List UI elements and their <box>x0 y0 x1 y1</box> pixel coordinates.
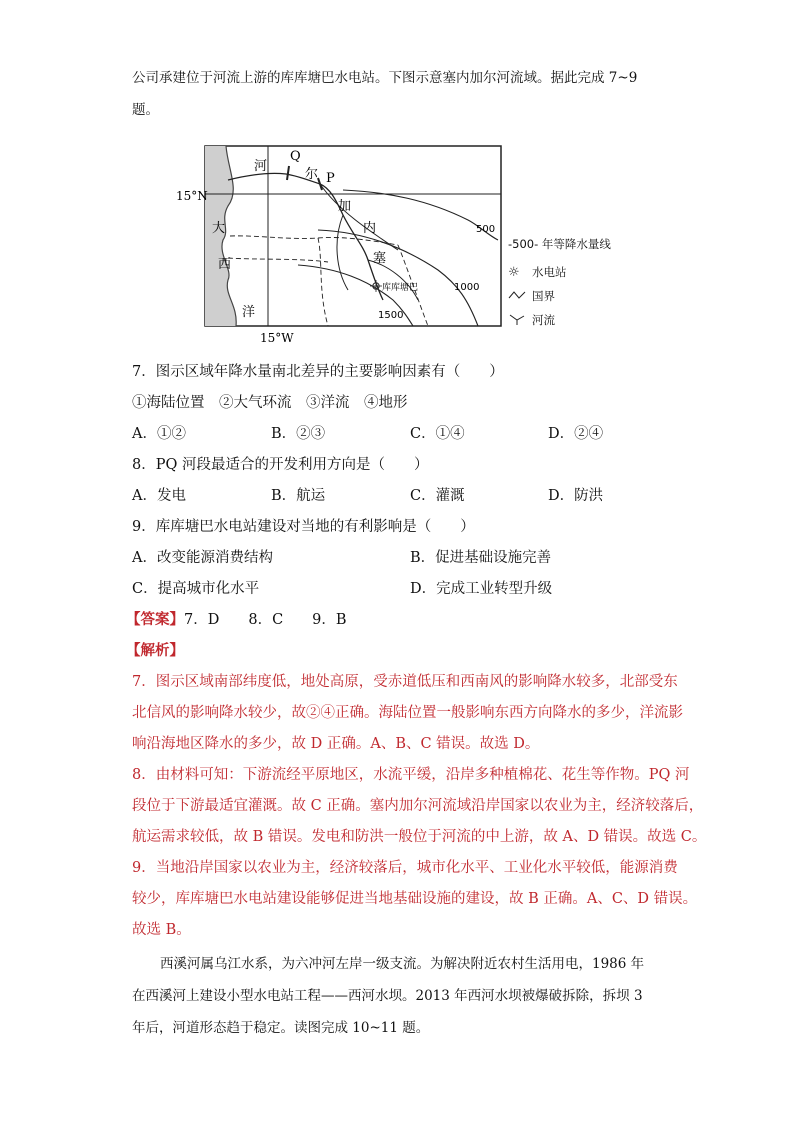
analysis-8-line-1: 8．由材料可知：下游流经平原地区，水流平缓，沿岸多种植棉花、花生等作物。PQ 河 <box>132 767 690 783</box>
q7-items: ①海陆位置 ②大气环流 ③洋流 ④地形 <box>132 395 408 411</box>
label-nei: 内 <box>363 221 377 236</box>
q9-option-b: B．促进基础设施完善 <box>410 550 552 566</box>
label-sai: 塞 <box>373 251 387 266</box>
q7-option-d: D．②④ <box>548 426 604 442</box>
isohyet-label-1500: 1500 <box>378 310 404 321</box>
answer-label: 【答案】 <box>126 611 184 628</box>
q9-option-d: D．完成工业转型升级 <box>410 581 553 597</box>
label-xi: 西 <box>218 257 232 272</box>
intro-line-1: 公司承建位于河流上游的库库塘巴水电站。下图示意塞内加尔河流域。据此完成 7~9 <box>132 70 638 86</box>
analysis-7-line-2: 北信风的影响降水较少，故②④正确。海陆位置一般影响东西方向降水的多少，洋流影 <box>132 705 683 721</box>
q8-option-a: A．发电 <box>132 488 186 504</box>
analysis-label: 【解析】 <box>126 642 184 659</box>
legend-river: 河流 <box>532 313 555 327</box>
analysis-9-line-1: 9．当地沿岸国家以农业为主，经济较落后，城市化水平、工业化水平较低，能源消费 <box>132 860 678 876</box>
isohyet-label-1000: 1000 <box>454 282 480 293</box>
label-he: 河 <box>254 159 268 174</box>
label-q: Q <box>290 149 301 164</box>
q7-option-b: B．②③ <box>271 426 326 442</box>
q8-stem: 8．PQ 河段最适合的开发利用方向是（ ） <box>132 457 429 473</box>
lon-label: 15°W <box>260 331 294 345</box>
label-yang: 洋 <box>242 305 256 320</box>
legend <box>508 236 611 332</box>
answer-line <box>126 608 347 629</box>
legend-station: 水电站 <box>532 265 567 279</box>
analysis-9-line-2: 较少，库库塘巴水电站建设能够促进当地基础设施的建设，故 B 正确。A、C、D 错误。 <box>132 891 698 907</box>
label-p: P <box>326 171 335 186</box>
q8-option-c: C．灌溉 <box>410 488 465 504</box>
q7-stem: 7．图示区域年降水量南北差异的主要影响因素有（ ） <box>132 364 504 380</box>
analysis-8-line-3: 航运需求较低，故 B 错误。发电和防洪一般位于河流的中上游，故 A、D 错误。故选 C。 <box>132 829 707 845</box>
q9-stem: 9．库库塘巴水电站建设对当地的有利影响是（ ） <box>132 519 475 535</box>
analysis-7-line-3: 响沿海地区降水的多少，故 D 正确。A、B、C 错误。故选 D。 <box>132 736 540 752</box>
isohyet-label-500: 500 <box>476 224 496 235</box>
intro-line-2: 题。 <box>132 102 159 118</box>
border-line-icon <box>508 289 532 303</box>
label-jia: 加 <box>338 199 352 214</box>
next-intro-line-1: 西溪河属乌江水系，为六冲河左岸一级支流。为解决附近农村生活用电，1986 年 <box>160 956 645 972</box>
sun-icon: ☼ <box>508 264 520 280</box>
next-intro-line-2: 在西溪河上建设小型水电站工程——西河水坝。2013 年西河水坝被爆破拆除，拆坝 3 <box>132 988 643 1004</box>
label-station: 库库塘巴 <box>382 283 419 293</box>
analysis-7-line-1: 7．图示区域南部纬度低，地处高原，受赤道低压和西南风的影响降水较多，北部受东 <box>132 674 678 690</box>
legend-isohyet: -500- 年等降水量线 <box>508 237 611 251</box>
q8-option-b: B．航运 <box>271 488 326 504</box>
legend-border: 国界 <box>532 289 555 303</box>
q7-option-a: A．①② <box>132 426 186 442</box>
analysis-8-line-2: 段位于下游最适宜灌溉。故 C 正确。塞内加尔河流域沿岸国家以农业为主，经济较落后， <box>132 798 704 814</box>
next-intro-line-3: 年后，河道形态趋于稳定。读图完成 10~11 题。 <box>132 1020 430 1036</box>
label-da: 大 <box>212 221 226 236</box>
analysis-9-line-3: 故选 B。 <box>132 922 191 938</box>
river-line-icon <box>508 313 532 328</box>
q8-option-d: D．防洪 <box>548 488 604 504</box>
label-er: 尔 <box>305 167 319 182</box>
q7-option-c: C．①④ <box>410 426 465 442</box>
lat-label: 15°N <box>176 189 208 203</box>
senegal-river-map <box>168 140 538 345</box>
q9-option-a: A．改变能源消费结构 <box>132 550 273 566</box>
answer-text: 7．D 8．C 9．B <box>184 612 347 628</box>
q9-option-c: C．提高城市化水平 <box>132 581 260 597</box>
